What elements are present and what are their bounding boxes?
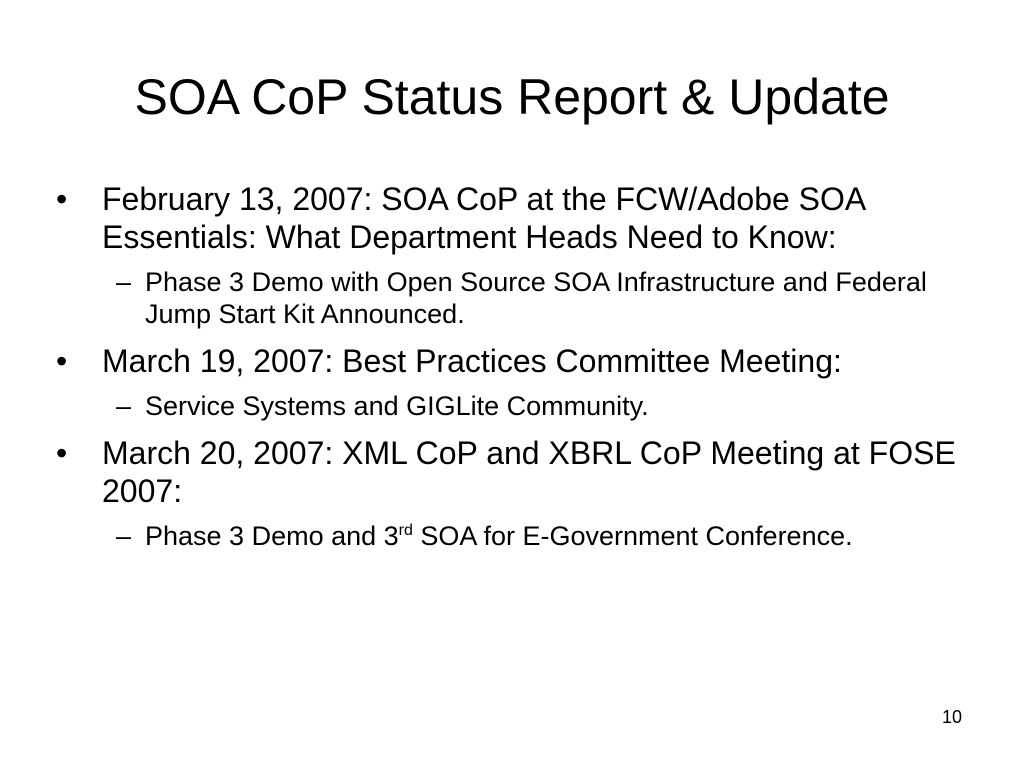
sub-bullet-item <box>52 390 972 422</box>
sub-bullet-item <box>52 266 972 330</box>
bullet-text: March 19, 2007: Best Practices Committee Meeting: <box>102 343 842 379</box>
bullet-text: February 13, 2007: SOA CoP at the FCW/Adobe SOA Essentials: What Department Heads Need to Know: <box>102 181 865 255</box>
bullet-list <box>52 180 972 564</box>
bullet-dot-icon: • <box>56 181 68 217</box>
bullet-item <box>52 434 972 510</box>
sub-bullet-text-end: SOA for E-Government Conference. <box>412 521 853 551</box>
slide-title: SOA CoP Status Report & Update <box>134 69 890 125</box>
page-number: 10 <box>941 707 962 727</box>
bullet-item <box>52 180 972 256</box>
sub-bullet-text: Phase 3 Demo with Open Source SOA Infrastructure and Federal Jump Start Kit Announced. <box>145 267 927 329</box>
bullet-text: March 20, 2007: XML CoP and XBRL CoP Meeting at FOSE 2007: <box>102 435 956 509</box>
sub-bullet-text-start: Phase 3 Demo and 3 <box>145 521 399 551</box>
bullet-item <box>52 342 972 380</box>
dash-icon: – <box>116 267 132 297</box>
sub-bullet-text: Service Systems and GIGLite Community. <box>145 391 649 421</box>
bullet-dot-icon: • <box>56 343 68 379</box>
dash-icon: – <box>116 521 132 551</box>
bullet-dot-icon: • <box>56 435 68 471</box>
ordinal-superscript: rd <box>398 522 413 539</box>
sub-bullet-item <box>52 520 972 552</box>
dash-icon: – <box>116 391 132 421</box>
